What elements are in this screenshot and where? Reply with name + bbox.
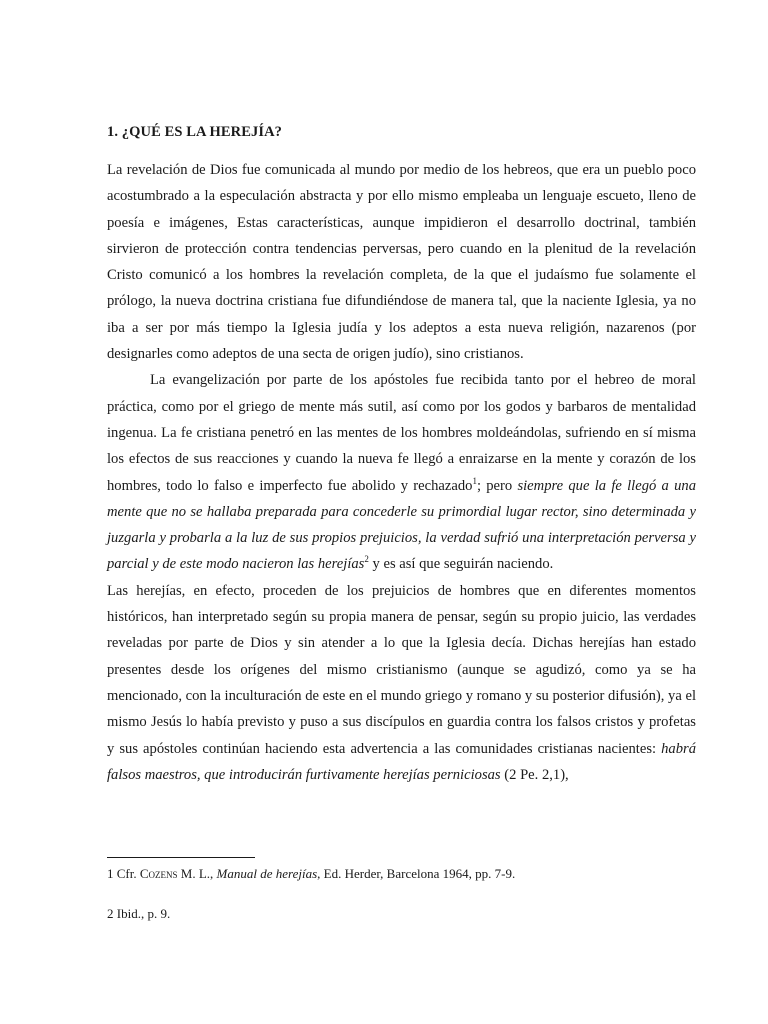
footnote-separator bbox=[107, 857, 255, 858]
paragraph-2 bbox=[107, 367, 696, 577]
paragraph-3 bbox=[107, 578, 696, 788]
footnote-2: 2 Ibid., p. 9. bbox=[107, 906, 171, 921]
footnote-1-title: Manual de herejías bbox=[216, 866, 318, 881]
footnote-1 bbox=[107, 866, 515, 882]
footnote-1-author: Cozens bbox=[139, 866, 178, 881]
paragraph-2-text-c: y es así que seguirán naciendo. bbox=[368, 556, 554, 573]
section-heading: 1. ¿QUÉ ES LA HEREJÍA? bbox=[107, 124, 283, 140]
paragraph-2-quote: siempre que la fe llegó a una mente que no se hallaba preparada para concederle su primordial lugar rector, sino determinada y juzgarla y probarla a la luz de sus propios prejuicios, la verdad sufrió una interpretación perversa y parcial y de este modo nacieron las herejías bbox=[107, 477, 696, 573]
paragraph-3-text: Las herejías, en efecto, proceden de los prejuicios de hombres que en diferentes momentos históricos, han interpretado según su propia manera de pensar, según su propio juicio, las verdades reveladas por parte de Dios y sin atender a lo que la Iglesia decía. Dichas herejías han estado presentes desde los orígenes del mismo cristianismo (aunque se agudizó, como ya se ha mencionado, con la inculturación de este en el mundo griego y romano y su posterior difusión), ya el mismo Jesús lo había previsto y puso a sus discípulos en guardia contra los falsos cristos y profetas y sus apóstoles continúan haciendo esta advertencia a las comunidades cristianas nacientes: bbox=[107, 582, 696, 757]
footnote-ref-1[interactable]: 1 bbox=[472, 475, 477, 486]
footnote-1-suffix: , Ed. Herder, Barcelona 1964, pp. 7-9. bbox=[317, 866, 516, 881]
footnote-1-mid: M. L., bbox=[177, 866, 217, 881]
paragraph-2-text: La evangelización por parte de los apóstoles fue recibida tanto por el hebreo de moral práctica, como por el griego de mente más sutil, así como por los godos y barbaros de mentalidad ingenua. La fe cristiana penetró en las mentes de los hombres moldeándolas, sufriendo en sí misma los efectos de sus reacciones y cuando la nueva fe llegó a enraizarse en la mente y corazón de los hombres, todo lo falso e imperfecto fue abolido y rechazado bbox=[107, 372, 696, 494]
footnote-1-prefix: 1 Cfr. bbox=[107, 866, 140, 881]
body-text bbox=[107, 157, 696, 788]
paragraph-2-text-b: ; pero bbox=[476, 477, 518, 494]
paragraph-3-quote: habrá falsos maestros, que introducirán furtivamente herejías perniciosas bbox=[107, 740, 696, 783]
paragraph-1: La revelación de Dios fue comunicada al mundo por medio de los hebreos, que era un pueblo poco acostumbrado a la especulación abstracta y por ello mismo empleaba un lenguaje escueto, lleno de poesía e imágenes, Estas características, aunque impidieron el desarrollo doctrinal, también sirvieron de protección contra tendencias perversas, pero cuando en la plenitud de la revelación Cristo comunicó a los hombres la revelación completa, de la que el judaísmo fue solamente el prólogo, la nueva doctrina cristiana fue difundiéndose de manera tal, que la naciente Iglesia, ya no iba a ser por más tiempo la Iglesia judía y los adeptos a esta nueva religión, nazarenos (por designarles como adeptos de una secta de origen judío), sino cristianos. bbox=[107, 162, 696, 363]
footnote-ref-2[interactable]: 2 bbox=[364, 554, 369, 565]
paragraph-3-citation: (2 Pe. 2,1), bbox=[500, 766, 569, 783]
